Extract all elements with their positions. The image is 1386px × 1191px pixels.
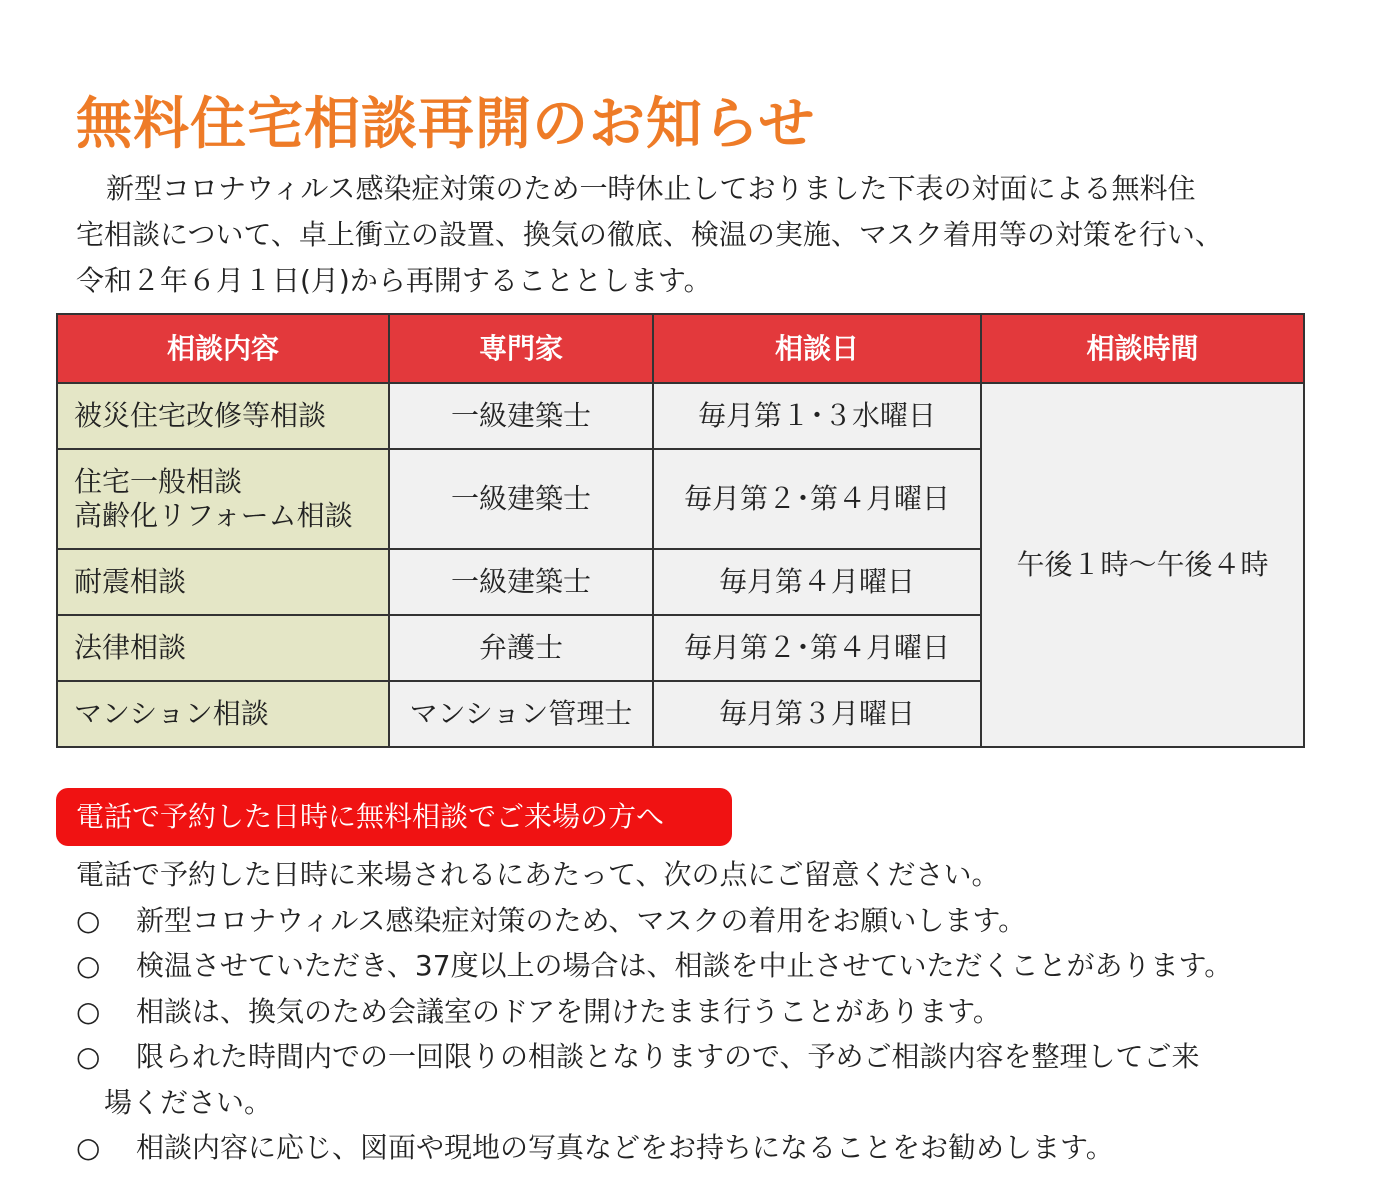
intro-line-2: 宅相談について、卓上衝立の設置、換気の徹底、検温の実施、マスク着用等の対策を行い、 (76, 218, 1223, 251)
header-expert: 専門家 (389, 314, 653, 383)
bullet-circle-icon: ○ (76, 1040, 101, 1073)
row-expert: 一級建築士 (389, 449, 653, 549)
row-day: 毎月第２･第４月曜日 (653, 449, 981, 549)
row-expert: 一級建築士 (389, 383, 653, 449)
list-item-continuation: 場ください。 (104, 1085, 273, 1119)
row-expert: 弁護士 (389, 615, 653, 681)
bullet-circle-icon: ○ (76, 1131, 101, 1164)
bullet-circle-icon: ○ (76, 903, 101, 937)
bullet-circle-icon: ○ (76, 949, 101, 982)
row-category (57, 449, 389, 549)
row-day: 毎月第３月曜日 (653, 681, 981, 747)
list-item (76, 1125, 1316, 1171)
row-day: 毎月第１･３水曜日 (653, 383, 981, 449)
header-time: 相談時間 (981, 314, 1304, 383)
consultation-schedule-table (56, 313, 1305, 748)
list-item (76, 898, 1316, 944)
list-item (76, 989, 1316, 1035)
row-category: 被災住宅改修等相談 (57, 383, 389, 449)
list-item (76, 1034, 1316, 1080)
intro-paragraph (76, 166, 1306, 304)
notice-notes (76, 852, 1316, 1171)
list-item-text: 新型コロナウィルス感染症対策のため、マスクの着用をお願いします。 (136, 903, 1027, 937)
header-day: 相談日 (653, 314, 981, 383)
notice-lead: 電話で予約した日時に来場されるにあたって、次の点にご留意ください。 (76, 858, 1000, 891)
notice-list (76, 898, 1316, 1171)
row-category: 法律相談 (57, 615, 389, 681)
intro-line-1: 新型コロナウィルス感染症対策のため一時休止しておりました下表の対面による無料住 (106, 172, 1196, 205)
bullet-circle-icon: ○ (76, 994, 101, 1028)
page-title: 無料住宅相談再開のお知らせ (76, 91, 816, 157)
row-day: 毎月第４月曜日 (653, 549, 981, 615)
list-item (76, 943, 1316, 989)
row-category: マンション相談 (57, 681, 389, 747)
list-item-text: 相談内容に応じ、図面や現地の写真などをお持ちになることをお勧めします。 (136, 1131, 1114, 1164)
header-category: 相談内容 (57, 314, 389, 383)
table-header-row (57, 314, 1304, 383)
consultation-time: 午後１時～午後４時 (981, 383, 1304, 747)
intro-line-3: 令和２年６月１日(月)から再開することとします。 (76, 264, 712, 297)
notice-label: 電話で予約した日時に無料相談でご来場の方へ (56, 788, 732, 846)
row-expert: 一級建築士 (389, 549, 653, 615)
list-item-text: 限られた時間内での一回限りの相談となりますので、予めご相談内容を整理してご来 (136, 1040, 1200, 1073)
list-item-text: 検温させていただき、37度以上の場合は、相談を中止させていただくことがあります。 (136, 949, 1233, 982)
list-item-text: 相談は、換気のため会議室のドアを開けたまま行うことがあります。 (136, 994, 1001, 1028)
row-category-line-2: 高齢化リフォーム相談 (74, 499, 353, 532)
row-category: 耐震相談 (57, 549, 389, 615)
row-category-line-1: 住宅一般相談 (74, 465, 243, 498)
row-expert: マンション管理士 (389, 681, 653, 747)
table-row (57, 383, 1304, 449)
row-day: 毎月第２･第４月曜日 (653, 615, 981, 681)
